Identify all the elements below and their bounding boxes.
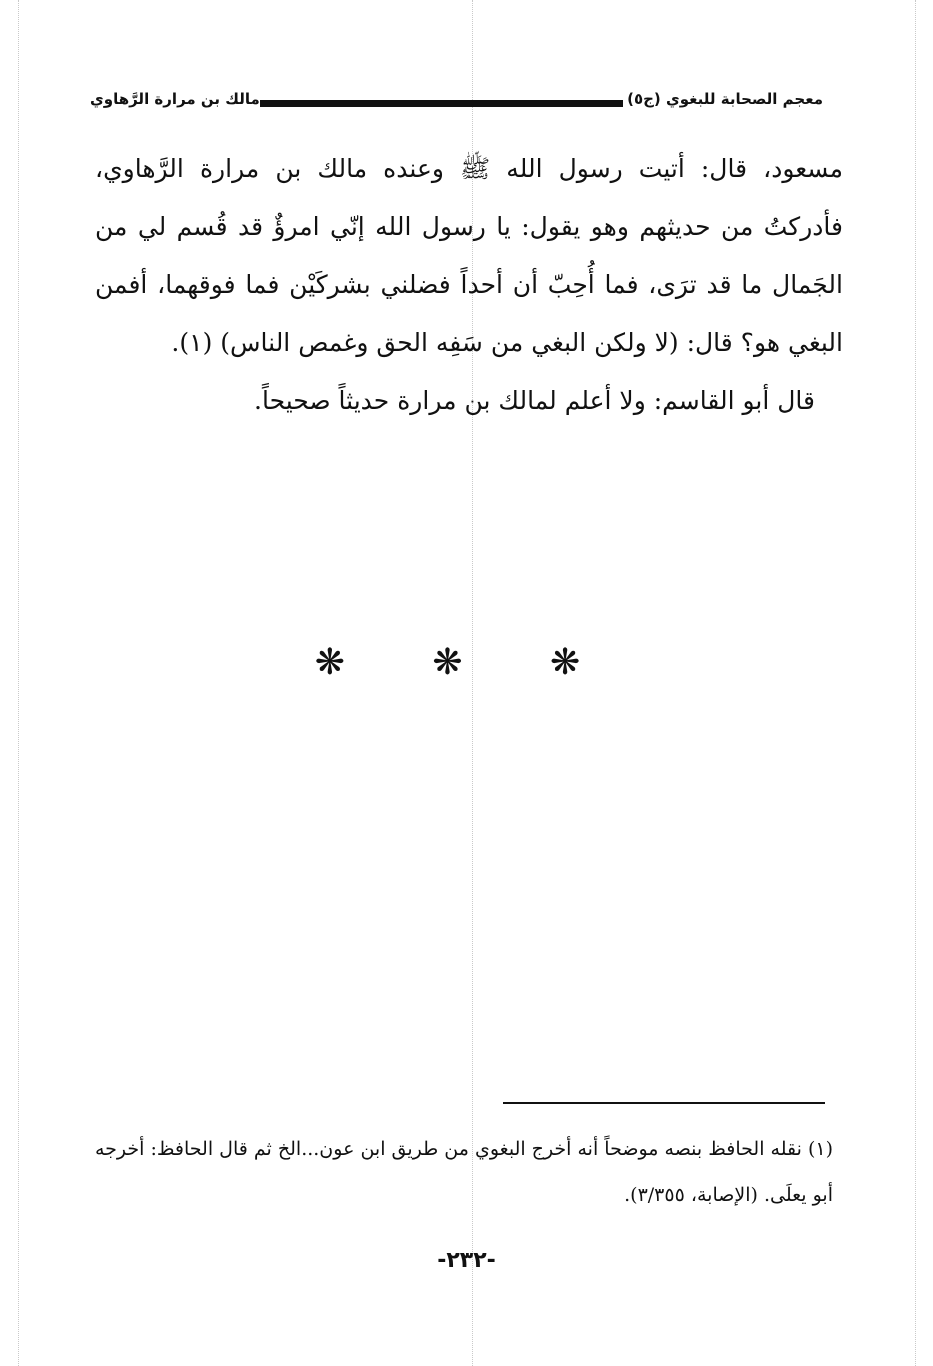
closing-remark: قال أبو القاسم: ولا أعلم لمالك بن مرارة حديثاً صحيحاً. [254,386,815,415]
main-text [95,140,843,430]
running-header [90,86,823,120]
page-number: -٢٣٢- [437,1248,496,1273]
page-edge-dotted-line [18,0,19,1366]
footnote: (١) نقله الحافظ بنصه موضحاً أنه أخرج البغوي من طريق ابن عون...الخ ثم قال الحافظ: أخرجه أبو يعلَى. (الإصابة، ٣/٣٥٥). [95,1138,833,1206]
section-title: مالك بن مرارة الرَّهاوي [90,90,260,108]
footnote-separator [503,1102,825,1104]
header-rule [260,100,623,107]
hadith-paragraph: مسعود، قال: أتيت رسول الله ﷺ وعنده مالك بن مرارة الرَّهاوي، فأدركتُ من حديثهم وهو يقول: يا رسول الله إنّي امرؤٌ قد قُسم لي من الجَمال ما قد ترَى، فما أُحِبّ أن أحداً فضلني بشركَيْن فما فوقهما، أفمن البغي هو؟ قال: (لا ولكن البغي من سَفِه الحق وغمص الناس) (١). [95,154,843,357]
footnotes [95,1126,833,1218]
page-edge-dotted-line [915,0,916,1366]
book-title: معجم الصحابة للبغوي (ج٥) [627,90,823,108]
section-ornament: ❋ ❋ ❋ [314,642,619,683]
